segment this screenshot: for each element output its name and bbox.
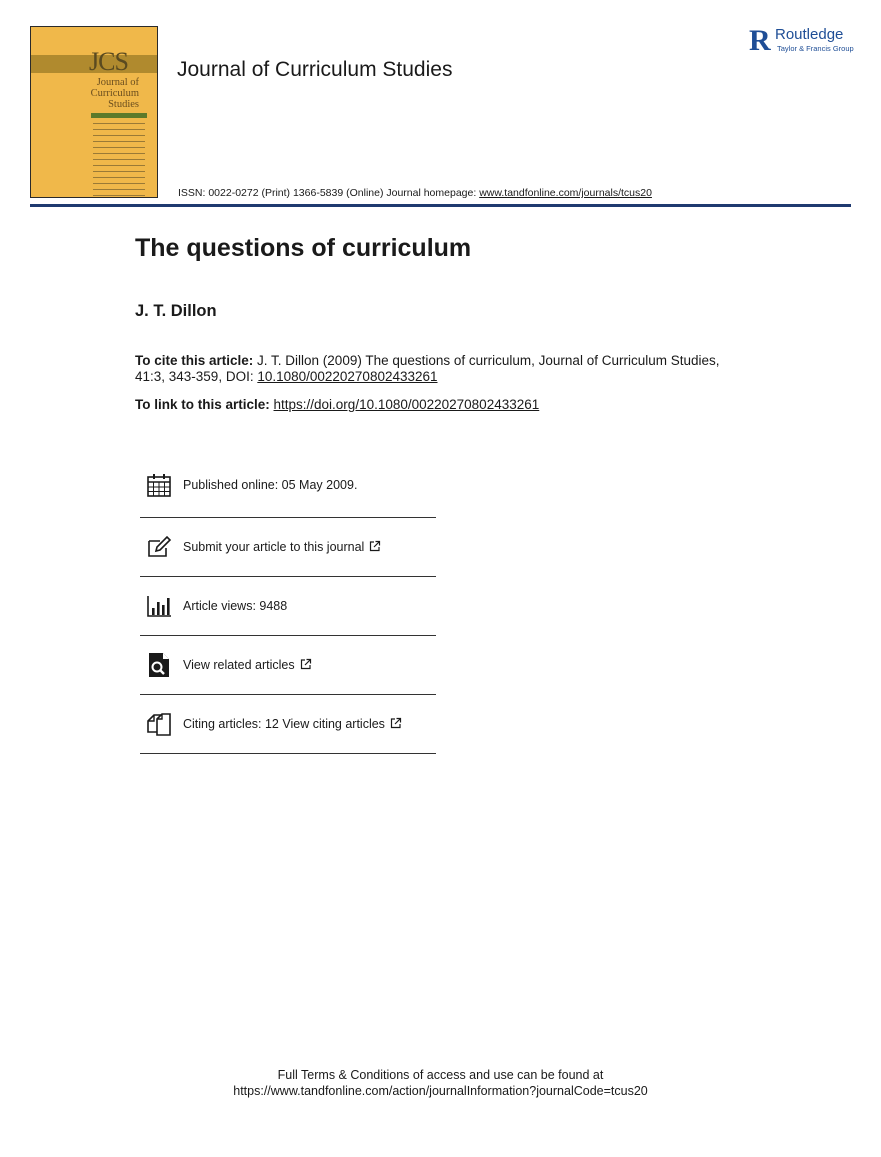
cover-title: Journal of Curriculum Studies: [90, 77, 139, 110]
terms-url: https://www.tandfonline.com/action/journalInformation?journalCode=tcus20: [233, 1084, 648, 1098]
publisher-mark: R: [749, 24, 771, 57]
terms-text: Full Terms & Conditions of access and use can be found at: [277, 1068, 604, 1082]
header-divider: [30, 204, 851, 207]
cite-label: To cite this article:: [135, 353, 254, 368]
citing-articles-link[interactable]: Citing articles: 12 View citing articles: [183, 717, 402, 731]
related-articles-link[interactable]: View related articles: [183, 658, 312, 672]
citation-block: [135, 353, 735, 385]
documents-icon: [146, 711, 172, 737]
article-author: J. T. Dillon: [135, 302, 217, 320]
published-online-text: Published online: 05 May 2009.: [183, 477, 358, 492]
issn-text: ISSN: 0022-0272 (Print) 1366-5839 (Online) Journal homepage:: [178, 187, 480, 199]
journal-homepage-link[interactable]: www.tandfonline.com/journals/tcus20: [479, 187, 652, 199]
citing-articles-row[interactable]: [140, 695, 436, 754]
terms-footer: [0, 1067, 881, 1099]
article-link-line: [135, 397, 539, 412]
article-title: The questions of curriculum: [135, 234, 472, 262]
cover-contents-lines: [93, 123, 145, 198]
doi-link[interactable]: 10.1080/00220270802433261: [257, 369, 438, 384]
published-online-row: [140, 452, 436, 518]
search-document-icon: [146, 652, 172, 678]
publisher-logo: [749, 24, 859, 58]
related-articles-row[interactable]: [140, 636, 436, 695]
article-views-row: [140, 577, 436, 636]
submit-article-row[interactable]: [140, 518, 436, 577]
publisher-name: Routledge: [775, 26, 844, 43]
cover-bar: [91, 113, 147, 118]
link-label: To link to this article:: [135, 397, 274, 412]
submit-article-link[interactable]: Submit your article to this journal: [183, 540, 381, 554]
external-link-icon: [390, 717, 402, 729]
issn-line: [178, 187, 652, 199]
external-link-icon: [369, 540, 381, 552]
external-link-icon: [300, 658, 312, 670]
journal-cover-image: [30, 26, 158, 198]
journal-name: Journal of Curriculum Studies: [177, 58, 453, 81]
cite-text: J. T. Dillon (2009) The questions of curriculum, Journal of Curriculum Studies, 41:3, 343-359, DOI:: [135, 353, 720, 384]
cover-abbrev: JCS: [89, 47, 128, 76]
edit-icon: [146, 534, 172, 560]
bar-chart-icon: [146, 593, 172, 619]
calendar-icon: [146, 472, 172, 498]
article-url-link[interactable]: https://doi.org/10.1080/00220270802433261: [273, 397, 540, 412]
publisher-tagline: Taylor & Francis Group: [777, 44, 854, 53]
article-metadata-list: [140, 452, 436, 754]
article-views-text: Article views: 9488: [183, 599, 288, 613]
